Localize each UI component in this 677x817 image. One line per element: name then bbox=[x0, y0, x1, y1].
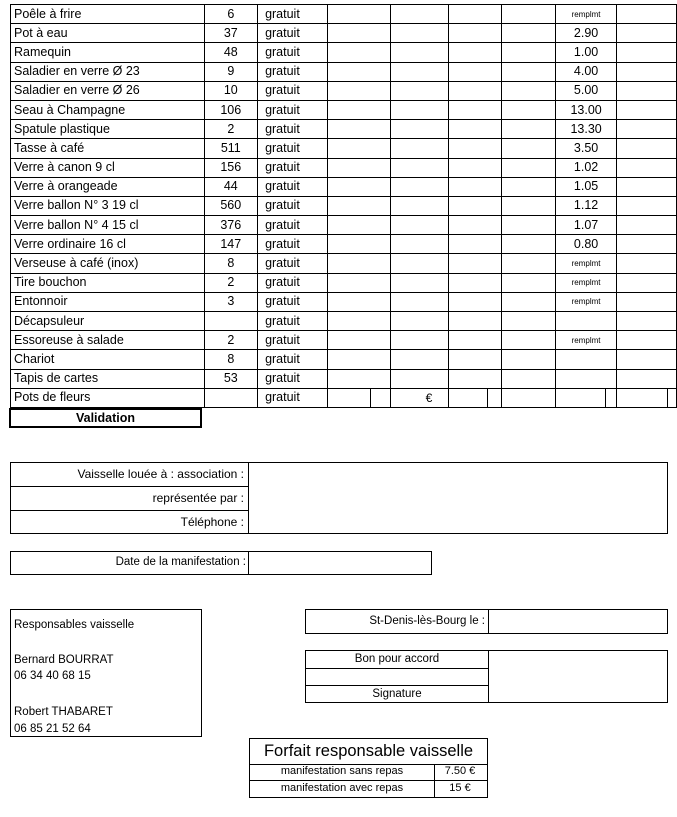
item-price: gratuit bbox=[258, 388, 328, 407]
item-name: Verre à orangeade bbox=[11, 177, 205, 196]
item-input-cell[interactable] bbox=[327, 273, 390, 292]
item-input-cell[interactable] bbox=[616, 254, 676, 273]
item-price: gratuit bbox=[258, 5, 328, 24]
item-input-cell[interactable] bbox=[501, 312, 555, 331]
item-input-cell[interactable] bbox=[616, 369, 676, 388]
item-quantity: 147 bbox=[204, 235, 258, 254]
item-input-cell[interactable] bbox=[390, 254, 448, 273]
item-input-cell[interactable] bbox=[390, 177, 448, 196]
item-replacement-rate: remplmt bbox=[556, 292, 617, 311]
item-price: gratuit bbox=[258, 62, 328, 81]
item-input-cell[interactable] bbox=[448, 312, 501, 331]
item-quantity: 10 bbox=[204, 81, 258, 100]
item-name: Tire bouchon bbox=[11, 273, 205, 292]
item-input-cell[interactable] bbox=[616, 196, 676, 215]
forfait-row-price: 7.50 € bbox=[444, 765, 476, 777]
table-row bbox=[11, 177, 677, 196]
item-replacement-rate: 5.00 bbox=[556, 81, 617, 100]
item-input-cell[interactable] bbox=[616, 5, 676, 24]
forfait-row-price: 15 € bbox=[449, 782, 471, 794]
item-input-cell[interactable] bbox=[327, 100, 390, 119]
forfait-row-label: manifestation sans repas bbox=[280, 765, 404, 777]
place-date-block bbox=[305, 609, 668, 634]
item-quantity: 3 bbox=[204, 292, 258, 311]
item-input-cell[interactable] bbox=[616, 43, 676, 62]
item-input-cell[interactable] bbox=[501, 43, 555, 62]
item-input-cell[interactable] bbox=[390, 24, 448, 43]
table-row bbox=[11, 196, 677, 215]
table-row bbox=[11, 5, 677, 24]
item-quantity: 2 bbox=[204, 273, 258, 292]
item-name: Verre ballon N° 3 19 cl bbox=[11, 196, 205, 215]
item-price: gratuit bbox=[258, 43, 328, 62]
item-input-cell[interactable] bbox=[327, 43, 390, 62]
item-input-cell[interactable] bbox=[616, 273, 676, 292]
table-row bbox=[11, 100, 677, 119]
represented-field[interactable] bbox=[249, 487, 667, 510]
item-replacement-rate: 4.00 bbox=[556, 62, 617, 81]
item-input-cell[interactable] bbox=[390, 139, 448, 158]
table-row bbox=[11, 369, 677, 388]
item-input-cell[interactable] bbox=[448, 62, 501, 81]
item-name: Essoreuse à salade bbox=[11, 331, 205, 350]
item-input-cell[interactable] bbox=[616, 24, 676, 43]
item-input-cell[interactable] bbox=[327, 350, 390, 369]
item-name: Verre ballon N° 4 15 cl bbox=[11, 216, 205, 235]
item-quantity: 37 bbox=[204, 24, 258, 43]
item-input-cell[interactable] bbox=[448, 177, 501, 196]
item-input-cell[interactable] bbox=[448, 139, 501, 158]
item-input-cell[interactable] bbox=[616, 158, 676, 177]
item-price: gratuit bbox=[258, 100, 328, 119]
item-input-cell[interactable] bbox=[390, 81, 448, 100]
item-input-cell[interactable] bbox=[390, 43, 448, 62]
item-input-cell[interactable] bbox=[616, 350, 676, 369]
association-label: Vaisselle louée à : association : bbox=[77, 467, 244, 481]
table-row bbox=[11, 312, 677, 331]
item-input-cell[interactable] bbox=[501, 235, 555, 254]
total-extra-cell[interactable] bbox=[605, 388, 668, 408]
table-row bbox=[11, 273, 677, 292]
item-replacement-rate: remplmt bbox=[556, 5, 617, 24]
item-name: Pot à eau bbox=[11, 24, 205, 43]
item-input-cell[interactable] bbox=[616, 81, 676, 100]
item-price: gratuit bbox=[258, 273, 328, 292]
item-price: gratuit bbox=[258, 331, 328, 350]
item-quantity: 156 bbox=[204, 158, 258, 177]
item-input-cell[interactable] bbox=[501, 5, 555, 24]
item-price: gratuit bbox=[258, 254, 328, 273]
item-quantity: 8 bbox=[204, 350, 258, 369]
item-input-cell[interactable] bbox=[390, 331, 448, 350]
item-input-cell[interactable] bbox=[501, 139, 555, 158]
item-price: gratuit bbox=[258, 312, 328, 331]
signature-field[interactable] bbox=[489, 651, 667, 702]
item-name: Pots de fleurs bbox=[11, 388, 205, 407]
item-input-cell[interactable] bbox=[448, 254, 501, 273]
item-input-cell[interactable] bbox=[501, 100, 555, 119]
item-replacement-rate: 1.00 bbox=[556, 43, 617, 62]
item-input-cell[interactable] bbox=[390, 350, 448, 369]
person2-name: Robert THABARET bbox=[14, 706, 113, 718]
item-input-cell[interactable] bbox=[327, 120, 390, 139]
item-input-cell[interactable] bbox=[327, 24, 390, 43]
item-input-cell[interactable] bbox=[616, 292, 676, 311]
forfait-box bbox=[249, 738, 488, 798]
item-name: Ramequin bbox=[11, 43, 205, 62]
item-input-cell[interactable] bbox=[448, 158, 501, 177]
person1-phone: 06 34 40 68 15 bbox=[14, 670, 91, 682]
association-field[interactable] bbox=[249, 463, 667, 486]
item-price: gratuit bbox=[258, 216, 328, 235]
table-row bbox=[11, 139, 677, 158]
forfait-row-label: manifestation avec repas bbox=[280, 782, 404, 794]
item-input-cell[interactable] bbox=[327, 62, 390, 81]
item-name: Tasse à café bbox=[11, 139, 205, 158]
phone-label: Téléphone : bbox=[180, 515, 244, 529]
table-row bbox=[11, 120, 677, 139]
item-replacement-rate bbox=[556, 369, 617, 388]
item-input-cell[interactable] bbox=[448, 196, 501, 215]
item-name: Décapsuleur bbox=[11, 312, 205, 331]
item-input-cell[interactable] bbox=[327, 254, 390, 273]
item-input-cell[interactable] bbox=[448, 331, 501, 350]
item-name: Seau à Champagne bbox=[11, 100, 205, 119]
item-quantity: 511 bbox=[204, 139, 258, 158]
item-input-cell[interactable] bbox=[448, 43, 501, 62]
item-input-cell[interactable] bbox=[616, 100, 676, 119]
item-name: Verseuse à café (inox) bbox=[11, 254, 205, 273]
item-input-cell[interactable] bbox=[327, 292, 390, 311]
item-input-cell[interactable] bbox=[616, 235, 676, 254]
table-row bbox=[11, 43, 677, 62]
item-quantity: 6 bbox=[204, 5, 258, 24]
item-price: gratuit bbox=[258, 196, 328, 215]
item-input-cell[interactable] bbox=[616, 62, 676, 81]
item-input-cell[interactable] bbox=[390, 196, 448, 215]
item-input-cell[interactable] bbox=[448, 24, 501, 43]
responsables-title: Responsables vaisselle bbox=[14, 619, 135, 631]
item-price: gratuit bbox=[258, 235, 328, 254]
item-quantity: 53 bbox=[204, 369, 258, 388]
person2-phone: 06 85 21 52 64 bbox=[14, 723, 91, 735]
item-input-cell[interactable] bbox=[501, 350, 555, 369]
table-row bbox=[11, 350, 677, 369]
table-row bbox=[11, 235, 677, 254]
forfait-title: Forfait responsable vaisselle bbox=[263, 742, 474, 760]
table-row bbox=[11, 254, 677, 273]
item-quantity: 106 bbox=[204, 100, 258, 119]
total-cell[interactable] bbox=[370, 388, 488, 408]
item-replacement-rate: 1.05 bbox=[556, 177, 617, 196]
item-input-cell[interactable] bbox=[501, 177, 555, 196]
table-row bbox=[11, 81, 677, 100]
item-price: gratuit bbox=[258, 369, 328, 388]
item-input-cell[interactable] bbox=[616, 312, 676, 331]
item-price: gratuit bbox=[258, 81, 328, 100]
table-row bbox=[11, 158, 677, 177]
represented-label: représentée par : bbox=[152, 491, 244, 505]
rental-block bbox=[10, 462, 668, 534]
item-input-cell[interactable] bbox=[327, 81, 390, 100]
item-input-cell[interactable] bbox=[390, 100, 448, 119]
item-quantity: 560 bbox=[204, 196, 258, 215]
item-input-cell[interactable] bbox=[448, 292, 501, 311]
phone-field[interactable] bbox=[249, 511, 667, 533]
item-price: gratuit bbox=[258, 158, 328, 177]
item-quantity bbox=[204, 388, 258, 407]
item-input-cell[interactable] bbox=[501, 254, 555, 273]
item-price: gratuit bbox=[258, 292, 328, 311]
item-input-cell[interactable] bbox=[501, 81, 555, 100]
table-row bbox=[11, 388, 677, 407]
item-replacement-rate: 2.90 bbox=[556, 24, 617, 43]
item-price: gratuit bbox=[258, 139, 328, 158]
total-currency: € bbox=[425, 391, 433, 405]
item-replacement-rate: 1.07 bbox=[556, 216, 617, 235]
table-row bbox=[11, 216, 677, 235]
item-name: Verre ordinaire 16 cl bbox=[11, 235, 205, 254]
item-input-cell[interactable] bbox=[616, 139, 676, 158]
item-input-cell[interactable] bbox=[327, 139, 390, 158]
item-replacement-rate: remplmt bbox=[556, 254, 617, 273]
item-input-cell[interactable] bbox=[390, 120, 448, 139]
item-input-cell[interactable] bbox=[501, 388, 555, 407]
item-input-cell[interactable] bbox=[501, 62, 555, 81]
table-row bbox=[11, 24, 677, 43]
item-input-cell[interactable] bbox=[448, 273, 501, 292]
item-input-cell[interactable] bbox=[501, 216, 555, 235]
item-name: Poêle à frire bbox=[11, 5, 205, 24]
item-input-cell[interactable] bbox=[616, 120, 676, 139]
item-quantity: 9 bbox=[204, 62, 258, 81]
inventory-table bbox=[10, 4, 677, 408]
item-input-cell[interactable] bbox=[616, 331, 676, 350]
event-date-label: Date de la manifestation : bbox=[115, 556, 246, 568]
item-input-cell[interactable] bbox=[327, 369, 390, 388]
item-input-cell[interactable] bbox=[501, 24, 555, 43]
item-input-cell[interactable] bbox=[390, 273, 448, 292]
item-quantity bbox=[204, 312, 258, 331]
item-input-cell[interactable] bbox=[390, 235, 448, 254]
item-name: Verre à canon 9 cl bbox=[11, 158, 205, 177]
item-replacement-rate: remplmt bbox=[556, 273, 617, 292]
item-quantity: 376 bbox=[204, 216, 258, 235]
item-replacement-rate: 13.00 bbox=[556, 100, 617, 119]
item-input-cell[interactable] bbox=[501, 369, 555, 388]
item-input-cell[interactable] bbox=[616, 216, 676, 235]
responsables-box bbox=[10, 609, 202, 737]
item-input-cell[interactable] bbox=[501, 292, 555, 311]
item-name: Chariot bbox=[11, 350, 205, 369]
item-input-cell[interactable] bbox=[327, 177, 390, 196]
event-date-block bbox=[10, 551, 432, 575]
event-date-field[interactable] bbox=[249, 552, 431, 574]
item-name: Tapis de cartes bbox=[11, 369, 205, 388]
item-input-cell[interactable] bbox=[390, 216, 448, 235]
item-input-cell[interactable] bbox=[327, 312, 390, 331]
item-quantity: 8 bbox=[204, 254, 258, 273]
item-input-cell[interactable] bbox=[448, 216, 501, 235]
item-input-cell[interactable] bbox=[501, 196, 555, 215]
validation-label: Validation bbox=[75, 411, 136, 425]
signature-label: Signature bbox=[372, 688, 422, 700]
item-price: gratuit bbox=[258, 120, 328, 139]
item-quantity: 2 bbox=[204, 331, 258, 350]
validation-button[interactable] bbox=[9, 408, 202, 428]
item-replacement-rate: remplmt bbox=[556, 331, 617, 350]
item-quantity: 2 bbox=[204, 120, 258, 139]
place-label: St-Denis-lès-Bourg le : bbox=[369, 615, 485, 627]
table-row bbox=[11, 292, 677, 311]
item-input-cell[interactable] bbox=[327, 235, 390, 254]
person1-name: Bernard BOURRAT bbox=[14, 654, 114, 666]
item-input-cell[interactable] bbox=[390, 158, 448, 177]
item-input-cell[interactable] bbox=[390, 369, 448, 388]
item-input-cell[interactable] bbox=[390, 312, 448, 331]
item-replacement-rate: 1.02 bbox=[556, 158, 617, 177]
item-price: gratuit bbox=[258, 350, 328, 369]
item-name: Saladier en verre Ø 23 bbox=[11, 62, 205, 81]
item-input-cell[interactable] bbox=[448, 350, 501, 369]
item-quantity: 48 bbox=[204, 43, 258, 62]
item-replacement-rate: 1.12 bbox=[556, 196, 617, 215]
item-input-cell[interactable] bbox=[501, 120, 555, 139]
item-name: Spatule plastique bbox=[11, 120, 205, 139]
item-replacement-rate: 0.80 bbox=[556, 235, 617, 254]
item-input-cell[interactable] bbox=[390, 62, 448, 81]
item-input-cell[interactable] bbox=[327, 331, 390, 350]
table-row bbox=[11, 331, 677, 350]
item-input-cell[interactable] bbox=[501, 158, 555, 177]
item-input-cell[interactable] bbox=[390, 292, 448, 311]
item-input-cell[interactable] bbox=[390, 5, 448, 24]
item-input-cell[interactable] bbox=[327, 196, 390, 215]
agreement-block bbox=[305, 650, 668, 703]
item-replacement-rate: 3.50 bbox=[556, 139, 617, 158]
item-input-cell[interactable] bbox=[327, 216, 390, 235]
item-name: Saladier en verre Ø 26 bbox=[11, 81, 205, 100]
item-quantity: 44 bbox=[204, 177, 258, 196]
item-replacement-rate: 13.30 bbox=[556, 120, 617, 139]
item-input-cell[interactable] bbox=[327, 5, 390, 24]
item-input-cell[interactable] bbox=[448, 120, 501, 139]
item-input-cell[interactable] bbox=[616, 177, 676, 196]
table-row bbox=[11, 62, 677, 81]
item-input-cell[interactable] bbox=[327, 158, 390, 177]
item-price: gratuit bbox=[258, 177, 328, 196]
place-date-field[interactable] bbox=[489, 610, 667, 633]
agreement-label: Bon pour accord bbox=[354, 653, 440, 665]
item-name: Entonnoir bbox=[11, 292, 205, 311]
item-input-cell[interactable] bbox=[501, 331, 555, 350]
item-input-cell[interactable] bbox=[448, 235, 501, 254]
item-input-cell[interactable] bbox=[501, 273, 555, 292]
item-replacement-rate bbox=[556, 312, 617, 331]
item-input-cell[interactable] bbox=[448, 369, 501, 388]
item-replacement-rate bbox=[556, 350, 617, 369]
item-input-cell[interactable] bbox=[448, 100, 501, 119]
item-price: gratuit bbox=[258, 24, 328, 43]
item-input-cell[interactable] bbox=[448, 81, 501, 100]
item-input-cell[interactable] bbox=[448, 5, 501, 24]
